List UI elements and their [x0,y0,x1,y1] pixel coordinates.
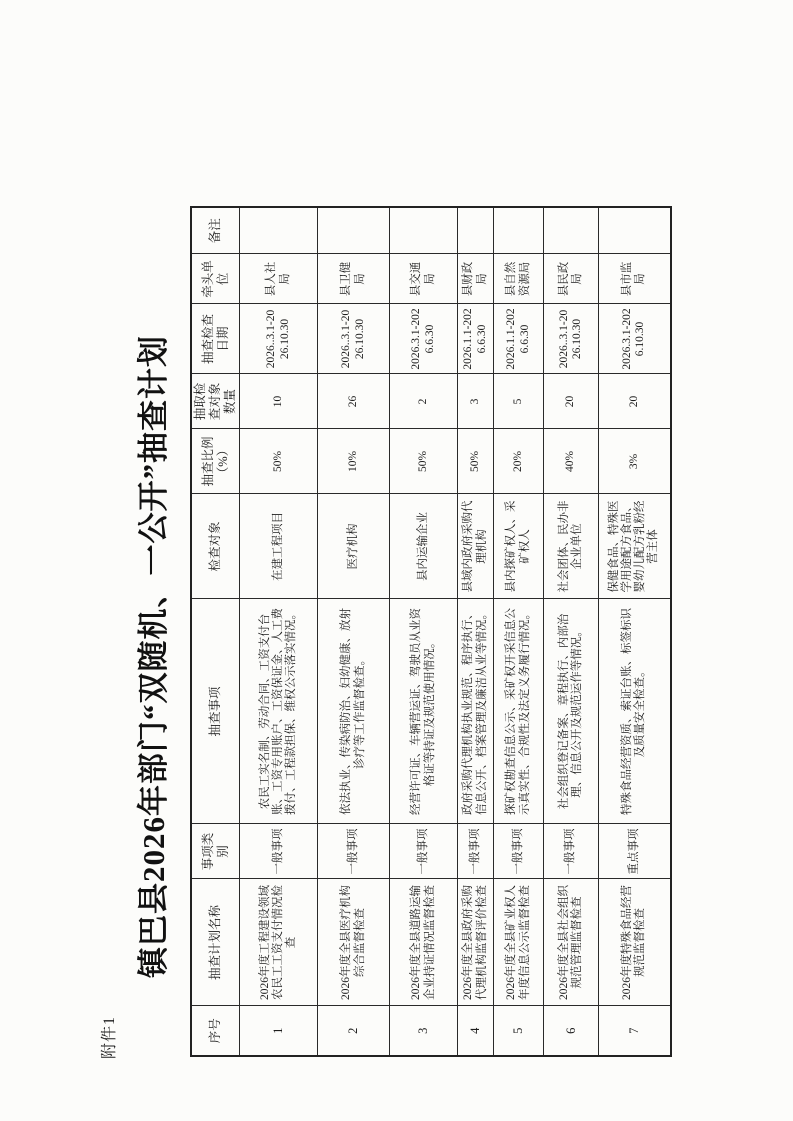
cell-remarks [544,207,599,254]
cell-inspection-objects: 社会团体、民办非企业单位 [544,494,599,599]
cell-sample-count: 26 [318,374,390,429]
cell-item-category: 一般事项 [458,824,494,879]
cell-inspection-ratio: 40% [544,429,599,494]
header-inspection-objects: 检查对象 [191,494,240,599]
cell-sample-count: 20 [544,374,599,429]
table-row [458,207,494,1056]
document-title: 镇巴县2026年部门“双随机、一公开”抽查计划 [136,335,171,978]
cell-serial-number: 1 [240,1006,318,1056]
cell-remarks [240,207,318,254]
cell-lead-unit: 县交通局 [390,254,458,304]
cell-inspection-ratio: 20% [494,429,544,494]
cell-inspection-objects: 保健食品、特殊医学用途配方食品、婴幼儿配方乳粉经营主体 [599,494,671,599]
header-item-category: 事项类别 [191,824,240,879]
table-row [599,207,671,1056]
cell-inspection-date: 2026.1.1-2026.6.30 [494,304,544,374]
cell-plan-name: 2026年度全县社会组织规范管理监督检查 [544,879,599,1006]
cell-lead-unit: 县民政局 [544,254,599,304]
cell-lead-unit: 县人社局 [240,254,318,304]
cell-inspection-ratio: 50% [458,429,494,494]
cell-serial-number: 7 [599,1006,671,1056]
cell-plan-name: 2026年度全县医疗机构综合监督检查 [318,879,390,1006]
cell-inspection-items: 经营许可证、车辆营运证、驾驶员从业资格证等持证及规范使用情况。 [390,599,458,824]
header-lead-unit: 牵头单位 [191,254,240,304]
table-row [318,207,390,1056]
attachment-label: 附件1 [101,1015,118,1059]
cell-sample-count: 10 [240,374,318,429]
cell-serial-number: 5 [494,1006,544,1056]
cell-inspection-ratio: 50% [240,429,318,494]
cell-plan-name: 2026年度全县道路运输企业持证情况监督检查 [390,879,458,1006]
cell-serial-number: 6 [544,1006,599,1056]
cell-item-category: 重点事项 [599,824,671,879]
cell-plan-name: 2026年度特殊食品经营规范监督检查 [599,879,671,1006]
cell-lead-unit: 县卫健局 [318,254,390,304]
cell-sample-count: 3 [458,374,494,429]
cell-lead-unit: 县自然资源局 [494,254,544,304]
cell-sample-count: 2 [390,374,458,429]
cell-inspection-items: 探矿权勘查信息公示、采矿权开采信息公示真实性、合规性及法定义务履行情况。 [494,599,544,824]
header-inspection-date: 抽查检查日期 [191,304,240,374]
cell-inspection-objects: 医疗机构 [318,494,390,599]
cell-inspection-items: 依法执业、传染病防治、妇幼健康、放射诊疗等工作监督检查。 [318,599,390,824]
cell-serial-number: 2 [318,1006,390,1056]
cell-inspection-date: 2026..3.1-2026.10.30 [240,304,318,374]
cell-remarks [458,207,494,254]
cell-plan-name: 2026年度全县矿业权人年度信息公示监督检查 [494,879,544,1006]
table-row [544,207,599,1056]
cell-serial-number: 4 [458,1006,494,1056]
cell-plan-name: 2026年度全县政府采购代理机构监督评价检查 [458,879,494,1006]
header-inspection-ratio: 抽查比例（%） [191,429,240,494]
cell-item-category: 一般事项 [494,824,544,879]
cell-inspection-items: 社会组织登记备案、章程执行、内部治理、信息公开及规范运作等情况。 [544,599,599,824]
header-inspection-items: 抽查事项 [191,599,240,824]
table-row [390,207,458,1056]
cell-inspection-items: 农民工实名制、劳动合同、工资支付台账、工资专用账户、工资保证金、人工费拨付、工程款担保、维权公示落实情况。 [240,599,318,824]
header-remarks: 备注 [191,207,240,254]
table-row [494,207,544,1056]
cell-sample-count: 5 [494,374,544,429]
cell-remarks [318,207,390,254]
cell-serial-number: 3 [390,1006,458,1056]
cell-inspection-objects: 县内探矿权人、采矿权人 [494,494,544,599]
cell-inspection-ratio: 10% [318,429,390,494]
cell-inspection-ratio: 50% [390,429,458,494]
cell-inspection-date: 2026..3.1-2026.10.30 [318,304,390,374]
cell-remarks [494,207,544,254]
cell-item-category: 一般事项 [240,824,318,879]
cell-inspection-date: 2026.3.1-2026.6.30 [390,304,458,374]
cell-lead-unit: 县财政局 [458,254,494,304]
cell-inspection-ratio: 3% [599,429,671,494]
cell-inspection-date: 2026..3.1-2026.10.30 [544,304,599,374]
cell-inspection-items: 政府采购代理机构执业规范、程序执行、信息公开、档案管理及廉洁从业等情况。 [458,599,494,824]
cell-item-category: 一般事项 [390,824,458,879]
inspection-plan-table [190,206,672,1057]
cell-inspection-objects: 县内运输企业 [390,494,458,599]
table-header-row [191,207,240,1056]
cell-remarks [599,207,671,254]
header-plan-name: 抽查计划名称 [191,879,240,1006]
cell-inspection-items: 特殊食品经营资质、索证台账、标签标识及质量安全检查。 [599,599,671,824]
cell-sample-count: 20 [599,374,671,429]
header-serial-number: 序号 [191,1006,240,1056]
cell-item-category: 一般事项 [544,824,599,879]
cell-inspection-objects: 县域内政府采购代理机构 [458,494,494,599]
header-sample-count: 抽取检查对象数量 [191,374,240,429]
cell-plan-name: 2026年度工程建设领域农民工工资支付情况检查 [240,879,318,1006]
cell-inspection-objects: 在建工程项目 [240,494,318,599]
cell-remarks [390,207,458,254]
cell-inspection-date: 2026.1.1-2026.6.30 [458,304,494,374]
cell-item-category: 一般事项 [318,824,390,879]
cell-inspection-date: 2026.3.1-2026.10.30 [599,304,671,374]
table-row [240,207,318,1056]
cell-lead-unit: 县市监局 [599,254,671,304]
